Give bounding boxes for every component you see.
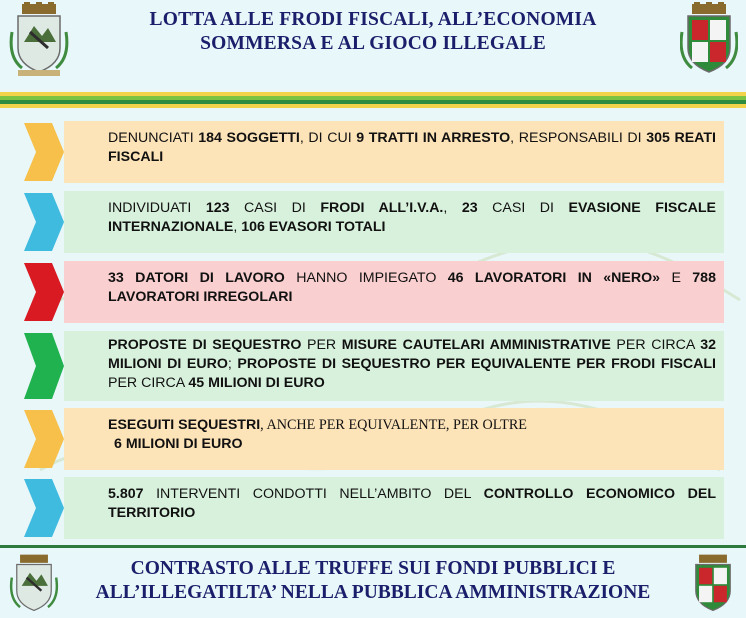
item-text: PER	[301, 337, 342, 353]
item-highlight: 184 SOGGETTI	[198, 130, 300, 146]
right-crest-icon	[688, 553, 738, 617]
item-highlight: CONTROLLO ECONOMICO DEL TERRITORIO	[108, 486, 716, 521]
item-box	[64, 477, 724, 539]
item-text: E	[660, 270, 693, 286]
chevron-right-icon	[24, 263, 64, 321]
item-highlight: FRODI ALL’I.V.A.	[320, 200, 444, 216]
chevron-right-icon	[24, 193, 64, 251]
item-text: INDIVIDUATI	[108, 200, 206, 216]
item-text: PER CIRCA	[610, 337, 701, 353]
list-item	[24, 261, 724, 323]
item-highlight: PROPOSTE DI SEQUESTRO PER EQUIVALENTE PER FRODI FISCALI	[237, 356, 716, 372]
list-item	[24, 477, 724, 539]
item-text: , ANCHE PER EQUIVALENTE, PER OLTRE	[260, 417, 527, 433]
item-text: DENUNCIATI	[108, 130, 199, 146]
item-box	[64, 408, 724, 470]
item-box	[64, 121, 724, 183]
list-item	[24, 191, 724, 253]
header	[0, 0, 746, 88]
header-stripes	[0, 92, 746, 114]
item-box	[64, 261, 724, 323]
item-highlight: 9 TRATTI IN ARRESTO	[356, 130, 511, 146]
left-crest-icon	[8, 2, 70, 80]
chevron-right-icon	[24, 123, 64, 181]
item-text: ,	[443, 200, 462, 216]
item-text: ,	[233, 219, 242, 235]
footer-divider	[0, 545, 746, 548]
chevron-right-icon	[24, 479, 64, 537]
item-highlight: MISURE CAUTELARI AMMINISTRATIVE	[341, 337, 611, 353]
right-crest-icon	[680, 2, 738, 80]
item-highlight: 123	[205, 200, 230, 216]
footer-line-1: CONTRASTO ALLE TRUFFE SUI FONDI PUBBLICI E	[130, 558, 616, 579]
item-highlight: 46 LAVORATORI IN «NERO»	[447, 270, 661, 286]
chevron-right-icon	[24, 333, 64, 399]
item-text: , RESPONSABILI DI	[510, 130, 647, 146]
item-text: CASI DI	[229, 200, 321, 216]
item-text: INTERVENTI CONDOTTI NELL’AMBITO DEL	[143, 486, 484, 502]
item-highlight: 32 MILIONI DI EURO	[108, 337, 716, 372]
item-text: ;	[227, 356, 238, 372]
item-box	[64, 191, 724, 253]
item-highlight: 788 LAVORATORI IRREGOLARI	[108, 270, 716, 305]
page-title	[90, 8, 656, 56]
list-item	[24, 408, 724, 470]
left-crest-icon	[8, 553, 60, 617]
item-highlight: ESEGUITI SEQUESTRI	[108, 417, 261, 433]
item-text: HANNO IMPIEGATO	[284, 270, 448, 286]
list-item	[24, 121, 724, 183]
item-highlight: 33 DATORI DI LAVORO	[108, 270, 285, 286]
item-text: , DI CUI	[299, 130, 357, 146]
item-highlight: 23	[461, 200, 478, 216]
item-highlight: 6 MILIONI DI EURO	[114, 436, 243, 452]
footer-title	[60, 557, 686, 605]
item-highlight: 305 REATI FISCALI	[108, 130, 716, 165]
item-text: PER CIRCA	[108, 375, 189, 391]
item-highlight: EVASIONE FISCALE INTERNAZIONALE	[108, 200, 716, 235]
item-highlight: 45 MILIONI DI EURO	[188, 375, 325, 391]
item-highlight: 106 EVASORI TOTALI	[241, 219, 386, 235]
item-highlight: 5.807	[108, 486, 144, 502]
item-highlight: PROPOSTE DI SEQUESTRO	[108, 337, 302, 353]
chevron-right-icon	[24, 410, 64, 468]
item-box	[64, 331, 724, 401]
title-line-1: LOTTA ALLE FRODI FISCALI, ALL’ECONOMIA	[149, 9, 597, 30]
chevron-fill	[24, 123, 64, 181]
item-text: CASI DI	[477, 200, 569, 216]
footer-line-2: ALL’ILLEGATILTA’ NELLA PUBBLICA AMMINISTRAZIONE	[95, 582, 651, 603]
title-line-2: SOMMERSA E AL GIOCO ILLEGALE	[200, 33, 546, 54]
list-item	[24, 331, 724, 401]
